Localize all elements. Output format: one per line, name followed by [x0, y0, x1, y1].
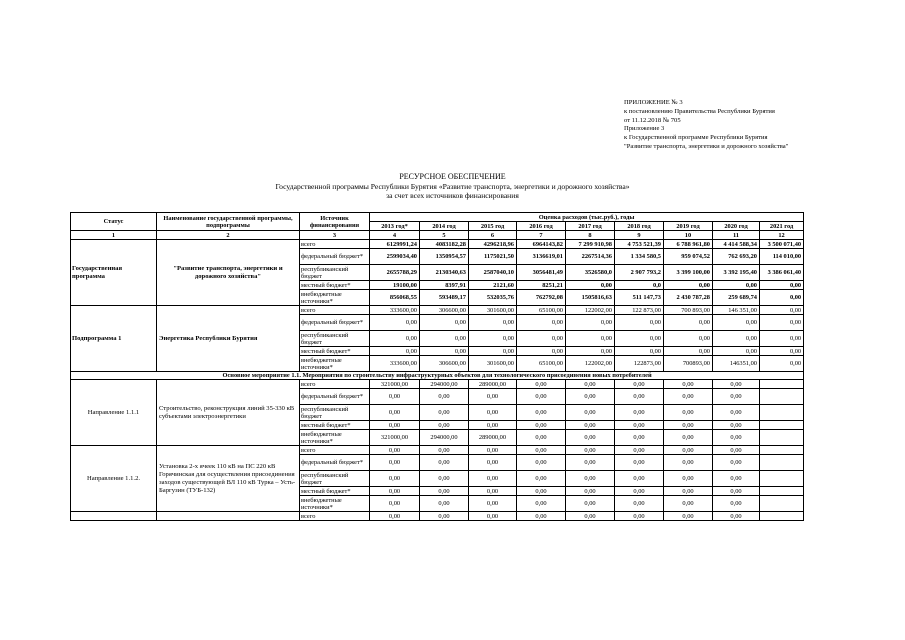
value-cell: 0,00: [469, 496, 517, 512]
value-cell: 0,00: [469, 512, 517, 521]
value-cell: 0,00: [517, 347, 566, 356]
value-cell: 4083182,28: [420, 240, 469, 249]
value-cell: 2655788,29: [370, 265, 420, 281]
header-year: 2021 год: [760, 222, 804, 231]
source-total: всего: [300, 446, 370, 455]
value-cell: 0,00: [517, 331, 566, 347]
value-cell: 0,00: [517, 512, 566, 521]
source-extra: внебюджетные источники*: [300, 430, 370, 446]
value-cell: 0,00: [664, 405, 713, 421]
annex-line: к Государственной программе Республики Бурятия: [624, 134, 768, 142]
header-status: Статус: [71, 213, 157, 231]
value-cell: 532035,76: [469, 290, 517, 306]
value-cell: 321000,00: [370, 430, 420, 446]
header-estimate: Оценка расходов (тыс.руб.), годы: [370, 213, 804, 222]
value-cell: 3 399 100,00: [664, 265, 713, 281]
value-cell: 321000,00: [370, 380, 420, 389]
value-cell: 3 500 071,40: [760, 240, 804, 249]
column-number: 7: [517, 231, 566, 240]
value-cell: 0,00: [469, 421, 517, 430]
value-cell: 306600,00: [420, 306, 469, 315]
value-cell: 0,00: [615, 389, 664, 405]
value-cell: 0,00: [370, 315, 420, 331]
value-cell: 4296218,96: [469, 240, 517, 249]
value-cell: 0,00: [664, 455, 713, 471]
value-cell: 122002,00: [566, 356, 615, 372]
value-cell: 0,00: [370, 446, 420, 455]
program-row-total: [71, 240, 804, 249]
source-extra: внебюджетные источники*: [300, 496, 370, 512]
source-republic: республиканский бюджет: [300, 265, 370, 281]
value-cell: 4 414 588,34: [713, 240, 760, 249]
value-cell: 2 430 787,28: [664, 290, 713, 306]
value-cell: 6964143,82: [517, 240, 566, 249]
value-cell: 0,00: [420, 389, 469, 405]
value-cell: [760, 487, 804, 496]
annex-line: от 11.12.2018 № 705: [624, 116, 681, 124]
column-number: 12: [760, 231, 804, 240]
value-cell: 8397,91: [420, 281, 469, 290]
value-cell: 3 392 195,40: [713, 265, 760, 281]
value-cell: 0,00: [469, 455, 517, 471]
value-cell: 0,00: [370, 487, 420, 496]
header-source: Источник финансирования: [300, 213, 370, 231]
value-cell: 3526580,0: [566, 265, 615, 281]
source-federal: федеральный бюджет*: [300, 249, 370, 265]
dir2-name: Установка 2-х ячеек 110 кВ на ПС 220 кВ Горячинская для осуществления присоединения заходов существующей ВЛ 110 кВ Турка – Усть-Баргузин (ТУБ-132): [157, 446, 300, 512]
value-cell: 0,00: [760, 347, 804, 356]
value-cell: 0,00: [517, 455, 566, 471]
value-cell: 146351,00: [713, 356, 760, 372]
column-number: 4: [370, 231, 420, 240]
source-federal: федеральный бюджет*: [300, 455, 370, 471]
value-cell: 0,0: [615, 281, 664, 290]
source-federal: федеральный бюджет*: [300, 389, 370, 405]
value-cell: 0,00: [760, 290, 804, 306]
value-cell: 0,00: [615, 421, 664, 430]
dir1-status: Направление 1.1.1: [71, 380, 157, 446]
value-cell: 0,00: [370, 512, 420, 521]
value-cell: 6 788 961,80: [664, 240, 713, 249]
value-cell: 0,00: [615, 487, 664, 496]
value-cell: 19100,00: [370, 281, 420, 290]
program-status: Государственная программа: [71, 240, 157, 306]
value-cell: 0,00: [664, 421, 713, 430]
value-cell: 0,00: [615, 405, 664, 421]
value-cell: 0,00: [713, 487, 760, 496]
value-cell: 0,00: [469, 315, 517, 331]
value-cell: 0,00: [566, 446, 615, 455]
value-cell: 0,00: [760, 315, 804, 331]
source-local: местный бюджет*: [300, 281, 370, 290]
header-year: 2019 год: [664, 222, 713, 231]
value-cell: 0,00: [760, 356, 804, 372]
value-cell: 0,00: [664, 380, 713, 389]
value-cell: 762 693,20: [713, 249, 760, 265]
value-cell: 2599034,40: [370, 249, 420, 265]
value-cell: 0,00: [615, 512, 664, 521]
value-cell: 114 010,00: [760, 249, 804, 265]
value-cell: 0,00: [566, 347, 615, 356]
value-cell: 0,00: [370, 331, 420, 347]
value-cell: 2130340,63: [420, 265, 469, 281]
value-cell: 0,00: [370, 455, 420, 471]
value-cell: 0,00: [370, 471, 420, 487]
value-cell: 333600,00: [370, 356, 420, 372]
value-cell: 0,00: [615, 347, 664, 356]
value-cell: 122 873,00: [615, 306, 664, 315]
annex-line: к постановлению Правительства Республики Бурятия: [624, 107, 775, 115]
program-name: "Развитие транспорта, энергетики и дорожного хозяйства": [157, 240, 300, 306]
value-cell: 0,00: [370, 389, 420, 405]
value-cell: 8251,21: [517, 281, 566, 290]
value-cell: 0,00: [420, 496, 469, 512]
source-local: местный бюджет*: [300, 487, 370, 496]
value-cell: 0,00: [517, 496, 566, 512]
value-cell: 0,00: [566, 315, 615, 331]
value-cell: 301600,00: [469, 306, 517, 315]
subprogram-status: Подпрограмма 1: [71, 306, 157, 372]
source-local: местный бюджет*: [300, 347, 370, 356]
value-cell: [760, 405, 804, 421]
section-title: Основное мероприятие 1.1. Мероприятия по строительству инфраструктурных объектов для технологического присоединения новых потребителей: [71, 372, 804, 380]
value-cell: [760, 496, 804, 512]
source-republic: республиканский бюджет: [300, 405, 370, 421]
value-cell: 0,00: [517, 487, 566, 496]
value-cell: 0,00: [713, 331, 760, 347]
value-cell: 146 351,00: [713, 306, 760, 315]
value-cell: 122002,00: [566, 306, 615, 315]
header-year: 2018 год: [615, 222, 664, 231]
value-cell: 0,00: [713, 315, 760, 331]
value-cell: 0,00: [517, 389, 566, 405]
value-cell: 0,00: [713, 281, 760, 290]
value-cell: 0,00: [615, 331, 664, 347]
value-cell: 0,00: [370, 405, 420, 421]
column-number: 6: [469, 231, 517, 240]
value-cell: 0,00: [566, 496, 615, 512]
header-year: 2015 год: [469, 222, 517, 231]
value-cell: 593489,17: [420, 290, 469, 306]
value-cell: 0,00: [664, 487, 713, 496]
value-cell: 762792,08: [517, 290, 566, 306]
header-year: 2014 год: [420, 222, 469, 231]
value-cell: 0,00: [664, 347, 713, 356]
value-cell: 0,00: [420, 405, 469, 421]
column-number: 1: [71, 231, 157, 240]
column-number-row: [71, 231, 804, 240]
value-cell: 0,00: [420, 331, 469, 347]
source-republic: республиканский бюджет: [300, 331, 370, 347]
value-cell: 65100,00: [517, 306, 566, 315]
annex-line: "Развитие транспорта, энергетики и дорожного хозяйства": [624, 142, 789, 150]
source-total: всего: [300, 512, 370, 521]
resource-table: [70, 212, 804, 521]
dir1-row-total: [71, 380, 804, 389]
value-cell: 0,00: [664, 471, 713, 487]
value-cell: 0,00: [713, 380, 760, 389]
source-total: всего: [300, 306, 370, 315]
value-cell: 1 334 580,5: [615, 249, 664, 265]
source-extra: внебюджетные источники*: [300, 290, 370, 306]
column-number: 2: [157, 231, 300, 240]
value-cell: 856068,55: [370, 290, 420, 306]
value-cell: [760, 380, 804, 389]
value-cell: 0,00: [517, 405, 566, 421]
value-cell: 0,00: [615, 446, 664, 455]
value-cell: 0,00: [566, 430, 615, 446]
value-cell: 333600,00: [370, 306, 420, 315]
value-cell: 306600,00: [420, 356, 469, 372]
value-cell: 0,00: [713, 389, 760, 405]
value-cell: [760, 455, 804, 471]
value-cell: 0,00: [420, 446, 469, 455]
value-cell: 959 074,52: [664, 249, 713, 265]
value-cell: 0,00: [420, 347, 469, 356]
value-cell: 0,00: [370, 496, 420, 512]
value-cell: 0,00: [420, 487, 469, 496]
value-cell: 1175021,50: [469, 249, 517, 265]
subprogram-row-total: [71, 306, 804, 315]
value-cell: 0,00: [615, 380, 664, 389]
column-number: 10: [664, 231, 713, 240]
value-cell: 0,00: [664, 315, 713, 331]
value-cell: [760, 389, 804, 405]
value-cell: 0,00: [713, 430, 760, 446]
next-block-row-total: [71, 512, 804, 521]
source-total: всего: [300, 240, 370, 249]
value-cell: 700 893,00: [664, 306, 713, 315]
header-year: 2020 год: [713, 222, 760, 231]
annex-block: [624, 99, 788, 152]
dir2-row-total: [71, 446, 804, 455]
value-cell: 0,00: [615, 496, 664, 512]
value-cell: 0,00: [713, 347, 760, 356]
subprogram-name: Энергетика Республики Бурятия: [157, 306, 300, 372]
value-cell: 2587040,10: [469, 265, 517, 281]
value-cell: 0,00: [469, 471, 517, 487]
annex-line: ПРИЛОЖЕНИЕ № 3: [624, 99, 683, 106]
header-year: 2017 год: [566, 222, 615, 231]
header-name: Наименование государственной программы, подпрограммы: [157, 213, 300, 231]
value-cell: 0,00: [420, 421, 469, 430]
dir1-name: Строительство, реконструкция линий 35-330 кВ субъектами электроэнергетики: [157, 380, 300, 446]
column-number: 9: [615, 231, 664, 240]
value-cell: [760, 471, 804, 487]
value-cell: 0,00: [664, 512, 713, 521]
source-republic: республиканский бюджет: [300, 471, 370, 487]
value-cell: 0,00: [469, 405, 517, 421]
value-cell: 0,00: [760, 281, 804, 290]
value-cell: 700893,00: [664, 356, 713, 372]
value-cell: [760, 512, 804, 521]
value-cell: [760, 430, 804, 446]
value-cell: 0,00: [469, 487, 517, 496]
value-cell: 0,00: [664, 281, 713, 290]
value-cell: 259 689,74: [713, 290, 760, 306]
value-cell: 0,00: [566, 331, 615, 347]
value-cell: 0,00: [566, 405, 615, 421]
value-cell: 0,00: [566, 471, 615, 487]
source-federal: федеральный бюджет*: [300, 315, 370, 331]
value-cell: 0,00: [664, 430, 713, 446]
value-cell: 294000,00: [420, 380, 469, 389]
value-cell: 0,00: [713, 421, 760, 430]
value-cell: 65100,00: [517, 356, 566, 372]
value-cell: 0,00: [566, 380, 615, 389]
column-number: 5: [420, 231, 469, 240]
value-cell: 0,00: [566, 487, 615, 496]
value-cell: 3056481,49: [517, 265, 566, 281]
value-cell: 0,00: [664, 496, 713, 512]
value-cell: 0,00: [760, 306, 804, 315]
value-cell: 289000,00: [469, 430, 517, 446]
value-cell: 0,00: [420, 512, 469, 521]
value-cell: 0,00: [517, 471, 566, 487]
value-cell: 0,00: [713, 405, 760, 421]
section-row: [71, 372, 804, 380]
column-number: 3: [300, 231, 370, 240]
header-year: 2013 год*: [370, 222, 420, 231]
source-total: всего: [300, 380, 370, 389]
header-row: [71, 213, 804, 222]
value-cell: 0,00: [760, 331, 804, 347]
value-cell: [760, 446, 804, 455]
next-name: [157, 512, 300, 521]
value-cell: 0,00: [469, 389, 517, 405]
dir2-status: Направление 1.1.2.: [71, 446, 157, 512]
column-number: 11: [713, 231, 760, 240]
value-cell: [760, 421, 804, 430]
value-cell: 1350954,57: [420, 249, 469, 265]
value-cell: 0,00: [615, 455, 664, 471]
value-cell: 0,00: [517, 315, 566, 331]
next-status: [71, 512, 157, 521]
value-cell: 0,00: [615, 471, 664, 487]
value-cell: 0,00: [615, 430, 664, 446]
value-cell: 2267514,36: [566, 249, 615, 265]
value-cell: 0,00: [713, 471, 760, 487]
document-subtitle-2: за счет всех источников финансирования: [386, 191, 519, 201]
value-cell: 122873,00: [615, 356, 664, 372]
value-cell: 0,00: [713, 512, 760, 521]
value-cell: 0,00: [615, 315, 664, 331]
document-title: РЕСУРСНОЕ ОБЕСПЕЧЕНИЕ: [399, 172, 506, 181]
value-cell: 0,00: [664, 331, 713, 347]
value-cell: 0,00: [566, 389, 615, 405]
value-cell: 289000,00: [469, 380, 517, 389]
value-cell: 0,00: [713, 496, 760, 512]
value-cell: 0,00: [420, 315, 469, 331]
value-cell: 0,00: [469, 347, 517, 356]
value-cell: 0,00: [517, 380, 566, 389]
value-cell: 0,00: [713, 455, 760, 471]
value-cell: 0,00: [370, 421, 420, 430]
value-cell: 0,00: [370, 347, 420, 356]
source-extra: внебюджетные источники*: [300, 356, 370, 372]
source-local: местный бюджет*: [300, 421, 370, 430]
value-cell: 0,00: [420, 471, 469, 487]
document-heading: [0, 172, 905, 201]
value-cell: 3136619,01: [517, 249, 566, 265]
value-cell: 511 147,73: [615, 290, 664, 306]
value-cell: 0,00: [469, 331, 517, 347]
header-year: 2016 год: [517, 222, 566, 231]
value-cell: 2121,60: [469, 281, 517, 290]
value-cell: 0,00: [517, 421, 566, 430]
value-cell: 0,00: [664, 446, 713, 455]
value-cell: 0,00: [469, 446, 517, 455]
value-cell: 1505816,63: [566, 290, 615, 306]
column-number: 8: [566, 231, 615, 240]
value-cell: 0,00: [713, 446, 760, 455]
value-cell: 0,00: [517, 430, 566, 446]
annex-line: Приложение 3: [624, 125, 665, 133]
value-cell: 294000,00: [420, 430, 469, 446]
value-cell: 0,00: [566, 281, 615, 290]
value-cell: 0,00: [420, 455, 469, 471]
value-cell: 4 753 521,39: [615, 240, 664, 249]
value-cell: 0,00: [517, 446, 566, 455]
value-cell: 7 299 910,98: [566, 240, 615, 249]
value-cell: 0,00: [566, 512, 615, 521]
value-cell: 0,00: [566, 455, 615, 471]
value-cell: 3 386 061,40: [760, 265, 804, 281]
value-cell: 301600,00: [469, 356, 517, 372]
value-cell: 0,00: [566, 421, 615, 430]
value-cell: 2 907 793,2: [615, 265, 664, 281]
value-cell: 0,00: [664, 389, 713, 405]
value-cell: 6129991,24: [370, 240, 420, 249]
document-subtitle: Государственной программы Республики Бурятия «Развитие транспорта, энергетики и дорожного хозяйства»: [275, 181, 630, 191]
